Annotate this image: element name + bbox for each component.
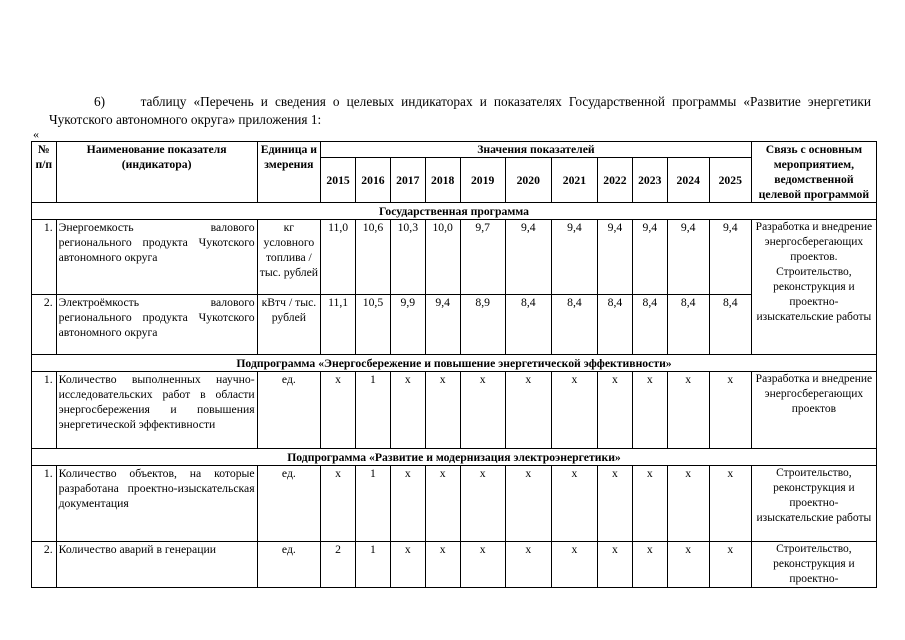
value-cell: 8,4 <box>505 295 551 355</box>
value-cell: 9,7 <box>460 220 505 295</box>
value-cell: x <box>551 542 597 588</box>
section-row-gp <box>32 203 877 220</box>
value-cell: x <box>505 542 551 588</box>
value-cell: 10,0 <box>425 220 460 295</box>
intro-paragraph <box>49 93 871 129</box>
section-title: Подпрограмма «Развитие и модернизация электроэнергетики» <box>32 449 877 466</box>
value-cell: x <box>667 466 709 542</box>
value-cell: x <box>460 542 505 588</box>
table-row <box>32 372 877 449</box>
header-values: Значения показателей <box>321 142 752 158</box>
section-row-sub1 <box>32 355 877 372</box>
row-link: Строительство, реконструкция и проектно-изыскательские работы <box>751 466 876 542</box>
value-cell: 9,4 <box>709 220 751 295</box>
value-cell: x <box>460 372 505 449</box>
row-unit: кВтч / тыс. рублей <box>257 295 321 355</box>
value-cell: 8,4 <box>597 295 632 355</box>
value-cell: x <box>632 372 667 449</box>
row-num: 1. <box>32 466 57 542</box>
header-link: Связь с основным мероприятием, ведомственной целевой программой <box>751 142 876 203</box>
row-unit: кг условного топлива / тыс. рублей <box>257 220 321 295</box>
value-cell: 1 <box>356 372 391 449</box>
value-cell: x <box>709 542 751 588</box>
row-link: Разработка и внедрение энергосберегающих проектов. Строительство, реконструкция и проектно-изыскательские работы <box>751 220 876 355</box>
value-cell: x <box>425 466 460 542</box>
year-cell: 2023 <box>632 158 667 203</box>
row-link: Строительство, реконструкция и проектно- <box>751 542 876 588</box>
table-row <box>32 542 877 588</box>
value-cell: x <box>390 542 425 588</box>
row-name: Электроёмкость валового регионального продукта Чукотского автономного округа <box>56 295 257 355</box>
section-title: Подпрограмма «Энергосбережение и повышение энергетической эффективности» <box>32 355 877 372</box>
value-cell: 10,5 <box>356 295 391 355</box>
row-name: Количество выполненных научно-исследовательских работ в области энергосбережения и повышения энергетической эффективности <box>56 372 257 449</box>
value-cell: 8,4 <box>667 295 709 355</box>
value-cell: x <box>551 466 597 542</box>
year-cell: 2021 <box>551 158 597 203</box>
row-num: 2. <box>32 295 57 355</box>
year-cell: 2024 <box>667 158 709 203</box>
value-cell: x <box>667 542 709 588</box>
year-cell: 2020 <box>505 158 551 203</box>
value-cell: 9,9 <box>390 295 425 355</box>
row-name: Энергоемкость валового регионального продукта Чукотского автономного округа <box>56 220 257 295</box>
value-cell: x <box>425 372 460 449</box>
year-cell: 2025 <box>709 158 751 203</box>
value-cell: 9,4 <box>667 220 709 295</box>
year-cell: 2022 <box>597 158 632 203</box>
row-unit: ед. <box>257 466 321 542</box>
row-name: Количество объектов, на которые разработана проектно-изыскательская документация <box>56 466 257 542</box>
value-cell: x <box>597 542 632 588</box>
row-name: Количество аварий в генерации <box>56 542 257 588</box>
value-cell: x <box>505 466 551 542</box>
value-cell: 9,4 <box>597 220 632 295</box>
value-cell: 11,0 <box>321 220 356 295</box>
value-cell: 2 <box>321 542 356 588</box>
row-num: 2. <box>32 542 57 588</box>
header-unit: Единица измерения <box>257 142 321 203</box>
row-unit: ед. <box>257 372 321 449</box>
value-cell: x <box>597 372 632 449</box>
value-cell: 9,4 <box>425 295 460 355</box>
value-cell: x <box>321 466 356 542</box>
value-cell: x <box>667 372 709 449</box>
row-unit: ед. <box>257 542 321 588</box>
value-cell: x <box>390 372 425 449</box>
row-num: 1. <box>32 220 57 295</box>
value-cell: x <box>460 466 505 542</box>
value-cell: 8,9 <box>460 295 505 355</box>
value-cell: x <box>425 542 460 588</box>
value-cell: 1 <box>356 466 391 542</box>
year-cell: 2019 <box>460 158 505 203</box>
section-row-sub2 <box>32 449 877 466</box>
value-cell: 9,4 <box>551 220 597 295</box>
value-cell: x <box>632 466 667 542</box>
value-cell: 8,4 <box>632 295 667 355</box>
intro-text: 6) таблицу «Перечень и сведения о целевых индикаторах и показателях Государственной программы «Развитие энергетики Чукотского автономного округа» приложения 1: <box>49 94 871 127</box>
value-cell: 10,6 <box>356 220 391 295</box>
value-cell: x <box>390 466 425 542</box>
opening-quote: « <box>33 127 39 141</box>
value-cell: 11,1 <box>321 295 356 355</box>
year-cell: 2018 <box>425 158 460 203</box>
value-cell: x <box>551 372 597 449</box>
year-cell: 2015 <box>321 158 356 203</box>
section-title: Государственная программа <box>32 203 877 220</box>
row-link: Разработка и внедрение энергосберегающих проектов <box>751 372 876 449</box>
value-cell: x <box>505 372 551 449</box>
table-row <box>32 220 877 295</box>
value-cell: 10,3 <box>390 220 425 295</box>
row-num: 1. <box>32 372 57 449</box>
value-cell: x <box>709 466 751 542</box>
value-cell: 8,4 <box>551 295 597 355</box>
indicators-table <box>31 141 877 588</box>
header-name: Наименование показателя (индикатора) <box>56 142 257 203</box>
value-cell: 8,4 <box>709 295 751 355</box>
header-num: № п/п <box>32 142 57 203</box>
value-cell: x <box>321 372 356 449</box>
value-cell: 9,4 <box>505 220 551 295</box>
value-cell: x <box>632 542 667 588</box>
value-cell: 1 <box>356 542 391 588</box>
value-cell: x <box>709 372 751 449</box>
header-row-1 <box>32 142 877 158</box>
table-row <box>32 466 877 542</box>
value-cell: 9,4 <box>632 220 667 295</box>
year-cell: 2016 <box>356 158 391 203</box>
year-cell: 2017 <box>390 158 425 203</box>
table-row <box>32 295 877 355</box>
value-cell: x <box>597 466 632 542</box>
